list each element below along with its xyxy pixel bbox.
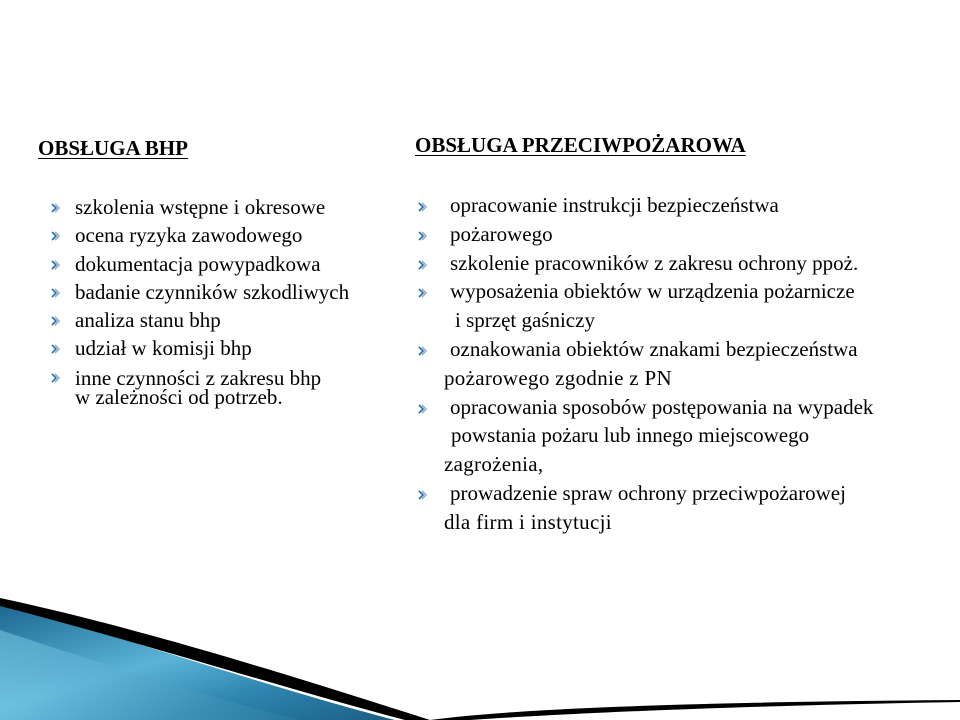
list-item <box>50 306 349 334</box>
list-item <box>50 278 349 306</box>
list-item <box>415 249 873 278</box>
arrow-bullet-icon <box>50 315 62 327</box>
arrow-bullet-icon <box>417 345 429 357</box>
arrow-bullet-icon <box>417 201 429 213</box>
list-item-text: opracowanie instrukcji bezpieczeństwa <box>450 193 779 217</box>
list-item-text: szkolenie pracowników z zakresu ochrony ppoż. <box>450 250 859 275</box>
list-item-text: udział w komisji bhp <box>75 336 252 361</box>
list-item-text: badanie czynników szkodliwych <box>75 279 350 304</box>
list-item-continuation: pożarowego zgodnie z PN <box>444 365 672 390</box>
arrow-bullet-icon <box>417 489 429 501</box>
list-item-text: prowadzenie spraw ochrony przeciwpożarowej <box>450 480 846 505</box>
list-item <box>50 334 349 362</box>
list-item-text: wyposażenia obiektów w urządzenia pożarnicze <box>450 279 855 304</box>
list-item-text: pożarowego <box>450 221 553 246</box>
arrow-bullet-icon <box>50 202 62 214</box>
list-item <box>415 277 873 306</box>
decorative-swoosh <box>0 590 960 720</box>
list-item-continuation: powstania pożaru lub innego miejscowego <box>451 423 810 448</box>
list-item-text: oznakowania obiektów znakami bezpieczeństwa <box>450 336 858 361</box>
list-item-text-continuation: w zależności od potrzeb. <box>75 384 283 409</box>
bhp-service-list <box>50 193 349 407</box>
list-item-text: analiza stanu bhp <box>75 308 221 333</box>
list-item <box>415 393 873 422</box>
arrow-bullet-icon <box>417 259 429 271</box>
list-item-text: szkolenia wstępne i okresowe <box>75 195 326 219</box>
heading-bhp: OBSŁUGA BHP <box>38 136 188 160</box>
fire-protection-service-list <box>415 191 873 537</box>
arrow-bullet-icon <box>50 230 62 242</box>
arrow-bullet-icon <box>50 343 62 355</box>
arrow-bullet-icon <box>417 403 429 415</box>
list-item <box>415 220 873 249</box>
heading-fire-protection: OBSŁUGA PRZECIWPOŻAROWA <box>415 133 746 157</box>
list-item-continuation: dla firm i instytucji <box>444 509 612 534</box>
list-item-text: opracowania sposobów postępowania na wypadek <box>450 394 874 419</box>
arrow-bullet-icon <box>50 259 62 271</box>
list-item-text: inne czynności z zakresu bhp <box>75 365 322 390</box>
list-item <box>415 191 873 220</box>
list-item <box>50 363 349 407</box>
arrow-bullet-icon <box>50 287 62 299</box>
list-item <box>50 221 349 249</box>
arrow-bullet-icon <box>417 287 429 299</box>
list-item <box>50 250 349 278</box>
list-item-text: dokumentacja powypadkowa <box>75 251 321 276</box>
arrow-bullet-icon <box>417 230 429 242</box>
list-item-text: ocena ryzyka zawodowego <box>75 223 303 248</box>
list-item <box>415 479 873 508</box>
list-item-continuation: zagrożenia, <box>444 452 544 477</box>
list-item-continuation: i sprzęt gaśniczy <box>455 308 595 333</box>
arrow-bullet-icon <box>50 372 62 384</box>
list-item <box>415 335 873 364</box>
list-item <box>50 193 349 221</box>
